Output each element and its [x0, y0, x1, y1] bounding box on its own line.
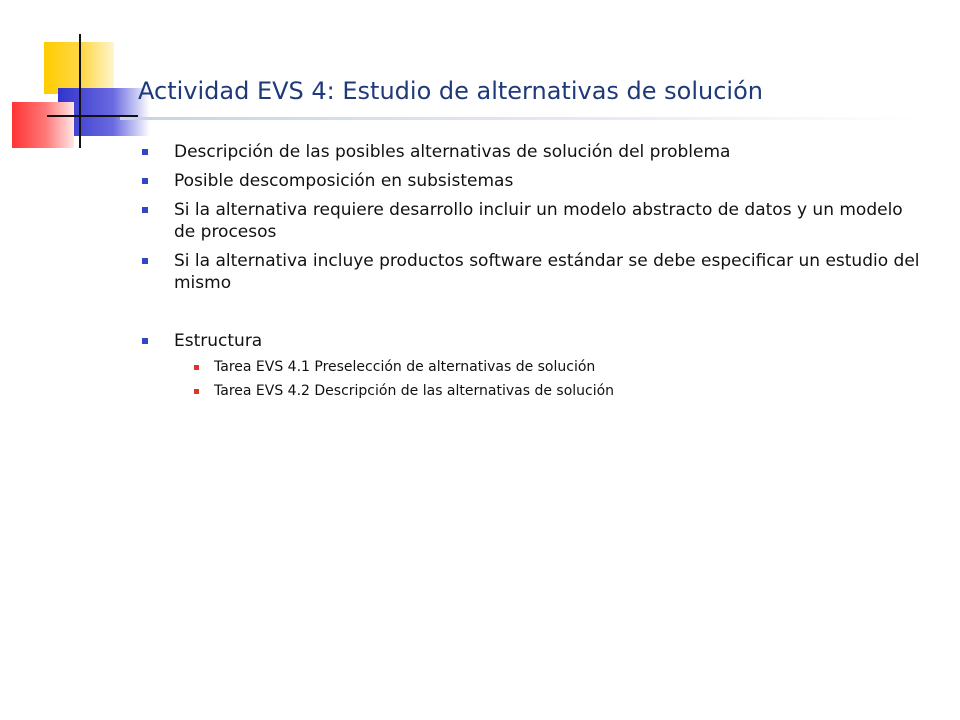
title-underline: [120, 117, 920, 120]
slide-title: Actividad EVS 4: Estudio de alternativas de solución: [138, 77, 763, 105]
task-item: Tarea EVS 4.1 Preselección de alternativas de solución: [174, 358, 920, 377]
bullet-item: Si la alternativa requiere desarrollo incluir un modelo abstracto de datos y un modelo de procesos: [140, 199, 920, 243]
bullet-item: Posible descomposición en subsistemas: [140, 170, 920, 192]
task-item: Tarea EVS 4.2 Descripción de las alternativas de solución: [174, 382, 920, 401]
bullet-item: Si la alternativa incluye productos software estándar se debe especificar un estudio del mismo: [140, 250, 920, 294]
task-list: [174, 358, 920, 401]
structure-label: Estructura: [174, 331, 263, 351]
decorative-corner-graphic: [0, 0, 150, 160]
structure-bullet: [140, 330, 920, 401]
bullet-item: Descripción de las posibles alternativas de solución del problema: [140, 141, 920, 163]
deco-red-square: [12, 102, 74, 148]
slide-content: [140, 134, 920, 401]
